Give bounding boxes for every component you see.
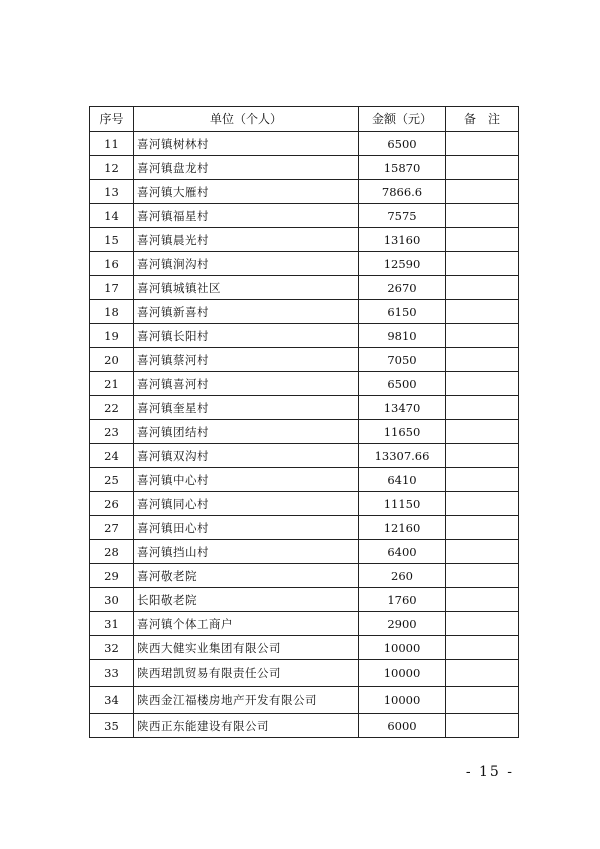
table-row: [90, 492, 519, 516]
unit-cell: 喜河镇长阳村: [134, 324, 359, 348]
amount-cell: 2900: [359, 612, 446, 636]
unit-cell: 喜河镇涧沟村: [134, 252, 359, 276]
table-row: [90, 564, 519, 588]
table-row: [90, 324, 519, 348]
unit-cell: 喜河镇晨光村: [134, 228, 359, 252]
unit-cell: 喜河镇城镇社区: [134, 276, 359, 300]
table-header-row: [90, 107, 519, 132]
table-row: [90, 660, 519, 687]
amount-cell: 12160: [359, 516, 446, 540]
seq-cell: 20: [90, 348, 134, 372]
table-row: [90, 228, 519, 252]
header-seq: 序号: [90, 107, 134, 132]
amount-cell: 13307.66: [359, 444, 446, 468]
amount-cell: 7866.6: [359, 180, 446, 204]
table-row: [90, 612, 519, 636]
amount-cell: 6400: [359, 540, 446, 564]
seq-cell: 23: [90, 420, 134, 444]
amount-cell: 1760: [359, 588, 446, 612]
note-cell: [446, 228, 519, 252]
amount-cell: 7575: [359, 204, 446, 228]
amount-cell: 2670: [359, 276, 446, 300]
note-cell: [446, 564, 519, 588]
seq-cell: 30: [90, 588, 134, 612]
unit-cell: 喜河镇奎星村: [134, 396, 359, 420]
note-cell: [446, 348, 519, 372]
note-cell: [446, 588, 519, 612]
note-cell: [446, 468, 519, 492]
amount-cell: 12590: [359, 252, 446, 276]
note-cell: [446, 612, 519, 636]
table-row: [90, 180, 519, 204]
note-cell: [446, 204, 519, 228]
amount-cell: 13470: [359, 396, 446, 420]
unit-cell: 陕西珺凯贸易有限责任公司: [134, 660, 359, 687]
amount-cell: 260: [359, 564, 446, 588]
amount-cell: 6000: [359, 714, 446, 738]
seq-cell: 17: [90, 276, 134, 300]
unit-cell: 喜河镇蔡河村: [134, 348, 359, 372]
header-amount: 金额（元）: [359, 107, 446, 132]
seq-cell: 32: [90, 636, 134, 660]
note-cell: [446, 540, 519, 564]
unit-cell: 喜河镇福星村: [134, 204, 359, 228]
note-cell: [446, 300, 519, 324]
seq-cell: 34: [90, 687, 134, 714]
seq-cell: 14: [90, 204, 134, 228]
table-row: [90, 204, 519, 228]
unit-cell: 喜河镇田心村: [134, 516, 359, 540]
seq-cell: 26: [90, 492, 134, 516]
page-number: - 15 -: [465, 764, 514, 780]
unit-cell: 喜河镇喜河村: [134, 372, 359, 396]
unit-cell: 喜河镇树林村: [134, 132, 359, 156]
header-unit: 单位（个人）: [134, 107, 359, 132]
unit-cell: 喜河镇双沟村: [134, 444, 359, 468]
seq-cell: 24: [90, 444, 134, 468]
amount-cell: 10000: [359, 687, 446, 714]
amount-cell: 13160: [359, 228, 446, 252]
amount-cell: 9810: [359, 324, 446, 348]
amount-cell: 15870: [359, 156, 446, 180]
amount-cell: 11650: [359, 420, 446, 444]
seq-cell: 28: [90, 540, 134, 564]
donation-table: [89, 106, 519, 738]
table-row: [90, 372, 519, 396]
unit-cell: 喜河镇挡山村: [134, 540, 359, 564]
note-cell: [446, 636, 519, 660]
note-cell: [446, 660, 519, 687]
unit-cell: 喜河镇个体工商户: [134, 612, 359, 636]
seq-cell: 35: [90, 714, 134, 738]
unit-cell: 喜河镇同心村: [134, 492, 359, 516]
amount-cell: 6150: [359, 300, 446, 324]
note-cell: [446, 180, 519, 204]
seq-cell: 18: [90, 300, 134, 324]
table-row: [90, 468, 519, 492]
seq-cell: 27: [90, 516, 134, 540]
note-cell: [446, 492, 519, 516]
table-row: [90, 276, 519, 300]
table-row: [90, 348, 519, 372]
unit-cell: 长阳敬老院: [134, 588, 359, 612]
amount-cell: 6410: [359, 468, 446, 492]
table-row: [90, 252, 519, 276]
table-row: [90, 540, 519, 564]
unit-cell: 陕西大健实业集团有限公司: [134, 636, 359, 660]
amount-cell: 10000: [359, 636, 446, 660]
note-cell: [446, 252, 519, 276]
note-cell: [446, 444, 519, 468]
note-cell: [446, 714, 519, 738]
note-cell: [446, 396, 519, 420]
table-row: [90, 420, 519, 444]
table-row: [90, 444, 519, 468]
seq-cell: 15: [90, 228, 134, 252]
unit-cell: 喜河镇中心村: [134, 468, 359, 492]
table-row: [90, 132, 519, 156]
seq-cell: 33: [90, 660, 134, 687]
seq-cell: 22: [90, 396, 134, 420]
table-body: [90, 132, 519, 738]
unit-cell: 喜河镇新喜村: [134, 300, 359, 324]
seq-cell: 16: [90, 252, 134, 276]
table-row: [90, 156, 519, 180]
table-row: [90, 396, 519, 420]
amount-cell: 6500: [359, 372, 446, 396]
seq-cell: 11: [90, 132, 134, 156]
amount-cell: 10000: [359, 660, 446, 687]
unit-cell: 喜河敬老院: [134, 564, 359, 588]
unit-cell: 陕西金江福楼房地产开发有限公司: [134, 687, 359, 714]
seq-cell: 25: [90, 468, 134, 492]
table-row: [90, 588, 519, 612]
seq-cell: 29: [90, 564, 134, 588]
table-row: [90, 516, 519, 540]
unit-cell: 喜河镇盘龙村: [134, 156, 359, 180]
table-row: [90, 687, 519, 714]
unit-cell: 陕西正东能建设有限公司: [134, 714, 359, 738]
note-cell: [446, 132, 519, 156]
note-cell: [446, 516, 519, 540]
unit-cell: 喜河镇团结村: [134, 420, 359, 444]
table-row: [90, 300, 519, 324]
seq-cell: 31: [90, 612, 134, 636]
amount-cell: 6500: [359, 132, 446, 156]
unit-cell: 喜河镇大雁村: [134, 180, 359, 204]
note-cell: [446, 687, 519, 714]
note-cell: [446, 276, 519, 300]
table-row: [90, 636, 519, 660]
note-cell: [446, 324, 519, 348]
seq-cell: 21: [90, 372, 134, 396]
table-row: [90, 714, 519, 738]
amount-cell: 11150: [359, 492, 446, 516]
note-cell: [446, 372, 519, 396]
seq-cell: 13: [90, 180, 134, 204]
amount-cell: 7050: [359, 348, 446, 372]
seq-cell: 12: [90, 156, 134, 180]
note-cell: [446, 420, 519, 444]
header-note: 备 注: [446, 107, 519, 132]
note-cell: [446, 156, 519, 180]
seq-cell: 19: [90, 324, 134, 348]
